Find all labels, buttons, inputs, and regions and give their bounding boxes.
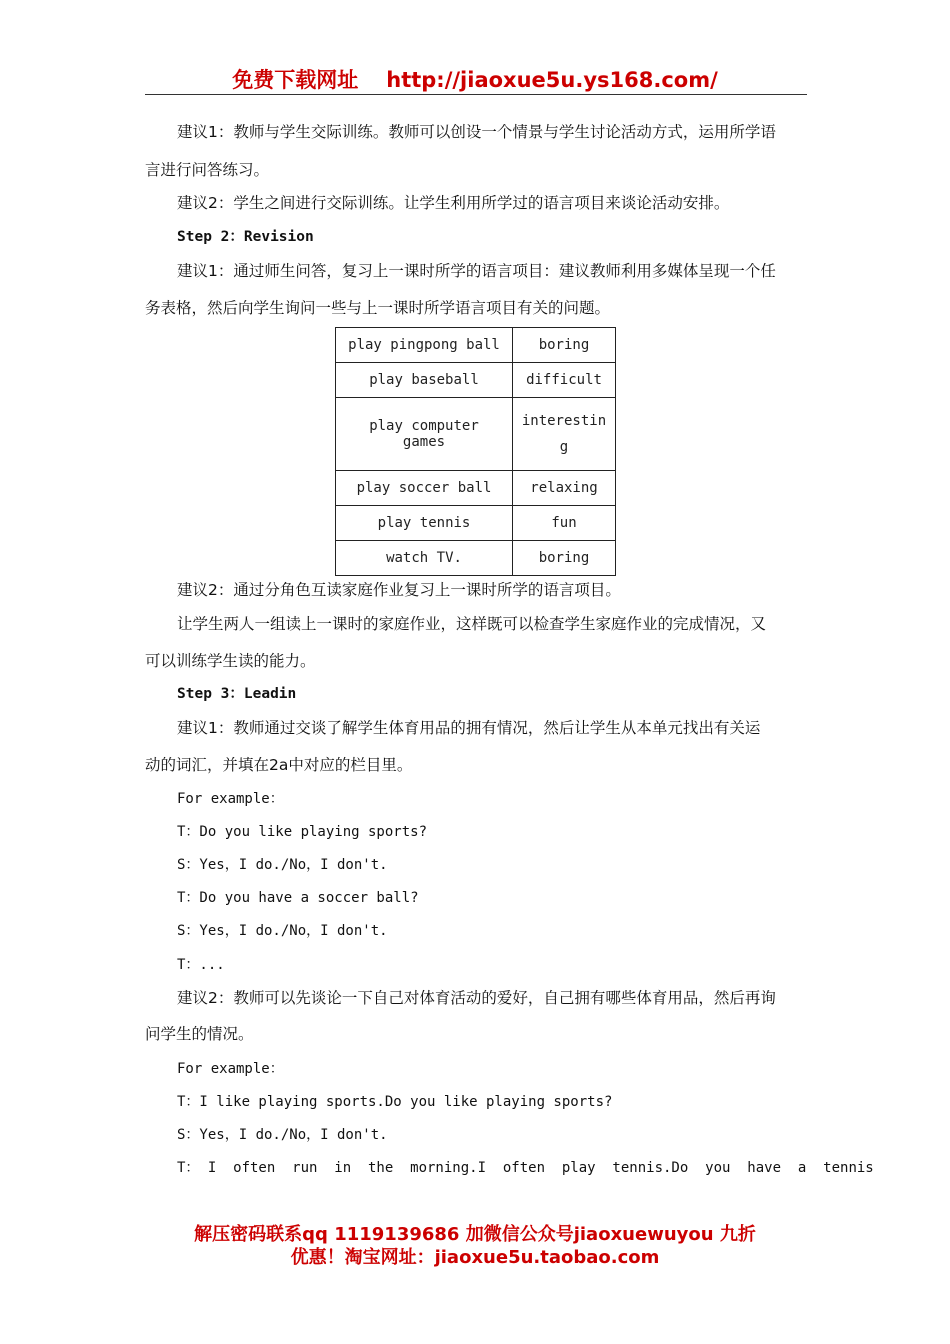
table-cell: play pingpong ball: [336, 328, 513, 363]
header-label: 免费下载网址: [232, 68, 359, 92]
table-cell-text: interesting: [521, 413, 607, 455]
dialogue-line: S：Yes，I do./No，I don't.: [177, 1127, 388, 1143]
table-cell: [513, 398, 616, 471]
paragraph: 建议1：教师通过交谈了解学生体育用品的拥有情况，然后让学生从本单元找出有关运: [177, 719, 761, 737]
table-cell: play baseball: [336, 363, 513, 398]
header-divider: [145, 94, 807, 95]
step-heading: Step 2：Revision: [177, 229, 314, 245]
example-label: For example：: [177, 791, 284, 807]
table-cell: play tennis: [336, 506, 513, 541]
footer-line: 优惠！淘宝网址：jiaoxue5u.taobao.com: [290, 1247, 660, 1268]
table-row: [336, 541, 616, 576]
paragraph: 问学生的情况。: [145, 1025, 254, 1043]
page-header: [0, 64, 950, 94]
paragraph: 言进行问答练习。: [145, 161, 270, 179]
paragraph: 可以训练学生读的能力。: [145, 652, 316, 670]
dialogue-line: S：Yes，I do./No，I don't.: [177, 923, 388, 939]
example-label: For example：: [177, 1061, 284, 1077]
table-cell: difficult: [513, 363, 616, 398]
paragraph: 动的词汇，并填在2a中对应的栏目里。: [145, 756, 413, 774]
dialogue-line: T：I like playing sports.Do you like playing sports?: [177, 1094, 613, 1110]
paragraph: 让学生两人一组读上一课时的家庭作业，这样既可以检查学生家庭作业的完成情况，又: [177, 615, 767, 633]
table-cell: relaxing: [513, 471, 616, 506]
table-row: [336, 398, 616, 471]
table-cell: watch TV.: [336, 541, 513, 576]
paragraph: 建议1：教师与学生交际训练。教师可以创设一个情景与学生讨论活动方式，运用所学语: [177, 123, 776, 141]
table-row: [336, 506, 616, 541]
header-url-link[interactable]: http://jiaoxue5u.ys168.com/: [386, 68, 718, 92]
paragraph: 建议2：通过分角色互读家庭作业复习上一课时所学的语言项目。: [177, 581, 621, 599]
step-heading: Step 3：Leadin: [177, 686, 297, 702]
revision-table: [335, 327, 616, 576]
paragraph: 建议2：学生之间进行交际训练。让学生利用所学过的语言项目来谈论活动安排。: [177, 194, 730, 212]
footer-line: 解压密码联系qq 1119139686 加微信公众号jiaoxuewuyou 九折: [194, 1224, 756, 1245]
table-row: [336, 328, 616, 363]
paragraph: 建议2：教师可以先谈论一下自己对体育活动的爱好，自己拥有哪些体育用品，然后再询: [177, 989, 776, 1007]
dialogue-line: T：Do you have a soccer ball?: [177, 890, 419, 906]
dialogue-line: T：Do you like playing sports?: [177, 824, 428, 840]
table-row: [336, 363, 616, 398]
table-cell: play soccer ball: [336, 471, 513, 506]
table-cell: play computer games: [336, 398, 513, 471]
paragraph: 建议1：通过师生问答，复习上一课时所学的语言项目：建议教师利用多媒体呈现一个任: [177, 262, 776, 280]
table-row: [336, 471, 616, 506]
paragraph: 务表格，然后向学生询问一些与上一课时所学语言项目有关的问题。: [145, 299, 611, 317]
table-cell: boring: [513, 328, 616, 363]
table-cell: fun: [513, 506, 616, 541]
dialogue-line: T： I often run in the morning.I often play tennis.Do you have a tennis: [177, 1160, 874, 1176]
table-cell: boring: [513, 541, 616, 576]
dialogue-line: S：Yes，I do./No，I don't.: [177, 857, 388, 873]
dialogue-line: T：...: [177, 957, 225, 973]
